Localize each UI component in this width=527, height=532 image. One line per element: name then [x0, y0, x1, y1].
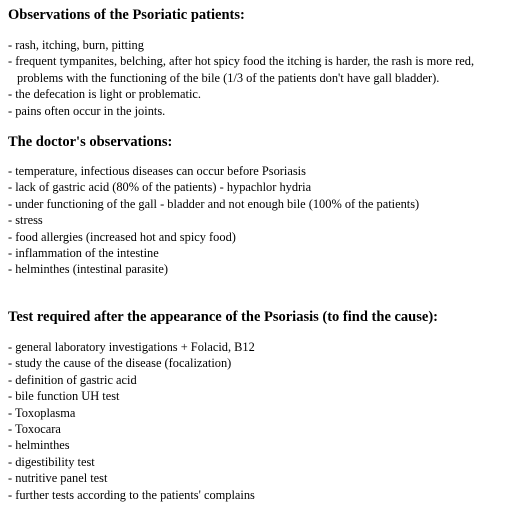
list-item: - helminthes (intestinal parasite): [8, 262, 168, 277]
section-title-patient-observations: Observations of the Psoriatic patients:: [8, 7, 245, 23]
section-title-required-tests: Test required after the appearance of the Psoriasis (to find the cause):: [8, 308, 438, 325]
list-item: - study the cause of the disease (focalization): [8, 356, 232, 371]
list-item: - frequent tympanites, belching, after hot spicy food the itching is harder, the rash is more red,: [8, 54, 475, 69]
list-item: - temperature, infectious diseases can occur before Psoriasis: [8, 164, 306, 179]
list-item: - Toxoplasma: [8, 405, 76, 420]
list-item: - bile function UH test: [8, 389, 120, 404]
list-item: - definition of gastric acid: [8, 372, 137, 387]
required-tests-list: [8, 339, 527, 503]
list-item: - inflammation of the intestine: [8, 246, 159, 261]
list-item: - helminthes: [8, 438, 70, 453]
list-item: - digestibility test: [8, 454, 95, 469]
list-item: - rash, itching, burn, pitting: [8, 38, 144, 52]
list-item: - nutritive panel test: [8, 471, 108, 486]
list-item: - further tests according to the patients' complains: [8, 487, 255, 502]
list-item: - under functioning of the gall - bladder and not enough bile (100% of the patients): [8, 196, 420, 211]
list-item: - food allergies (increased hot and spicy food): [8, 229, 236, 244]
list-item: - lack of gastric acid (80% of the patients) - hypachlor hydria: [8, 180, 312, 195]
patient-observations-list: [8, 37, 527, 119]
list-item: - general laboratory investigations + Folacid, B12: [8, 339, 255, 354]
list-item: - pains often occur in the joints.: [8, 103, 166, 118]
list-item: - the defecation is light or problematic.: [8, 87, 202, 102]
list-item: - stress: [8, 213, 43, 228]
section-title-doctor-observations: The doctor's observations:: [8, 134, 173, 151]
list-item-continuation: problems with the functioning of the bile (1/3 of the patients don't have gall bladder).: [17, 70, 440, 85]
doctor-observations-list: [8, 163, 527, 278]
list-item: - Toxocara: [8, 421, 61, 436]
